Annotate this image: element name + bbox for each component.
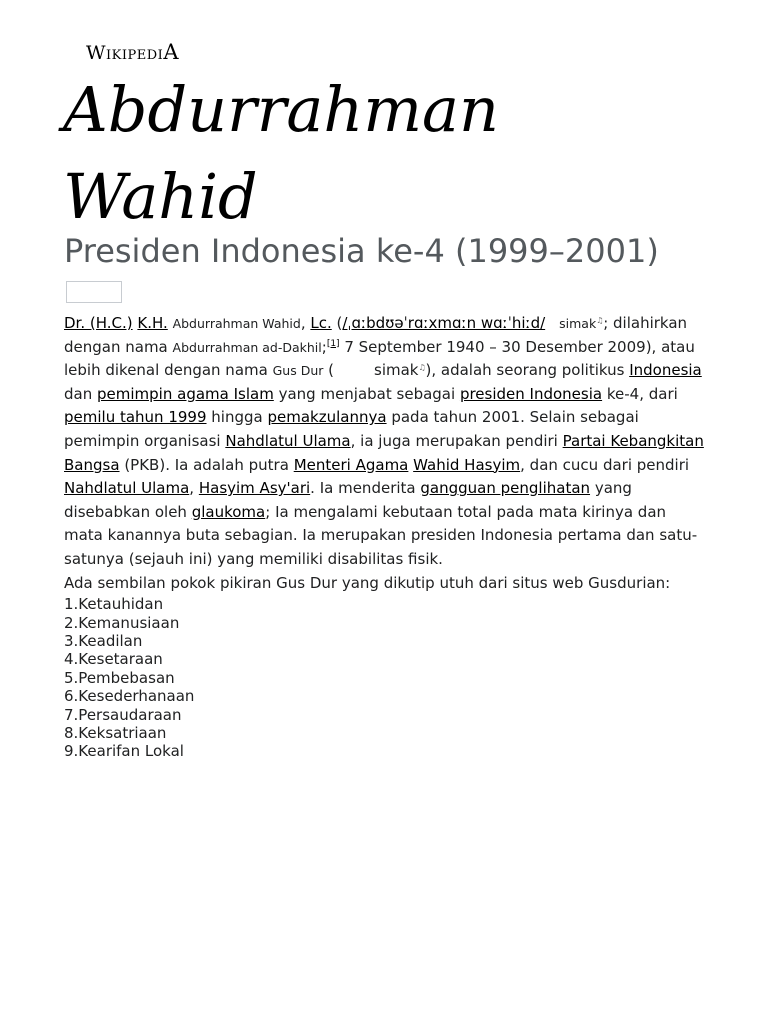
link-pemilu[interactable]: pemilu tahun 1999 bbox=[64, 408, 207, 427]
list-item: 4.Kesetaraan bbox=[64, 650, 163, 669]
link-ipa[interactable]: /ˌɑːbdʊəˈrɑːxmɑːn wɑːˈhiːd/ bbox=[342, 314, 546, 332]
link-dr-hc[interactable]: Dr. (H.C.) bbox=[64, 314, 133, 332]
link-pkb[interactable]: Partai Kebangkitan Bangsa bbox=[64, 431, 704, 474]
simak-1[interactable]: simak bbox=[559, 316, 597, 331]
link-presiden[interactable]: presiden Indonesia bbox=[459, 384, 603, 403]
link-nahdlatul-ulama[interactable]: Nahdlatul Ulama bbox=[225, 431, 351, 450]
text-hingga: hingga bbox=[211, 408, 263, 427]
text-comma: , bbox=[189, 479, 195, 498]
text-yang: yang menjabat sebagai bbox=[278, 384, 456, 403]
after-simak: ), adalah seorang politikus bbox=[425, 361, 625, 380]
text-pkb: (PKB). Ia adalah putra bbox=[124, 455, 289, 474]
wordmark-end: A bbox=[163, 40, 179, 64]
name-small: Abdurrahman Wahid bbox=[172, 316, 301, 331]
ref-1[interactable]: [1] bbox=[326, 338, 340, 349]
page-subtitle bbox=[64, 230, 704, 316]
list-item: 9.Kearifan Lokal bbox=[64, 742, 184, 761]
link-gangguan-penglihatan[interactable]: gangguan penglihatan bbox=[420, 479, 591, 498]
pikiran-list bbox=[64, 595, 704, 761]
pikiran-intro: Ada sembilan pokok pikiran Gus Dur yang dikutip utuh dari situs web Gusdurian: bbox=[64, 573, 671, 592]
link-wahid-hasyim[interactable]: Wahid Hasyim bbox=[413, 455, 521, 474]
text-ia: , ia juga merupakan pendiri bbox=[350, 431, 558, 450]
list-item: 2.Kemanusiaan bbox=[64, 613, 180, 632]
list-item: 7.Persaudaraan bbox=[64, 705, 182, 724]
link-indonesia[interactable]: Indonesia bbox=[629, 361, 702, 380]
text-cucu: , dan cucu dari pendiri bbox=[520, 455, 690, 474]
text-ke4: ke-4, dari bbox=[606, 384, 678, 403]
link-menteri-agama[interactable]: Menteri Agama bbox=[293, 455, 409, 474]
wordmark-text: Wikipedi bbox=[86, 42, 164, 64]
page-title bbox=[63, 66, 723, 240]
text-menderita: . Ia menderita bbox=[310, 479, 416, 498]
link-pemakzulan[interactable]: pemakzulannya bbox=[267, 408, 387, 427]
wikipedia-wordmark[interactable] bbox=[86, 40, 179, 64]
link-nahdlatul-ulama-2[interactable]: Nahdlatul Ulama bbox=[64, 479, 190, 498]
dates-text: 7 September 1940 – 30 Desember 2009), atau lebih dikenal dengan nama bbox=[64, 337, 695, 380]
list-item: 1.Ketauhidan bbox=[64, 595, 164, 614]
intro-paragraph: Dr. (H.C.) K.H. Abdurrahman Wahid, Lc. (/ˌɑːbdʊəˈrɑːxmɑːn wɑːˈhiːd/ simak♫; dilahirkan dengan nama Abdurrahman ad-Dakhil;[1] 7 September 1940 – 30 Desember 2009), atau lebih dikenal dengan nama Gus Dur ( simak♫), adalah seorang politikus Indonesia dan pemimpin agama Islam yang menjabat sebagai presiden Indonesia ke-4, dari pemilu tahun 1999 hingga pemakzulannya pada tahun 2001. Selain sebagai pemimpin organisasi Nahdlatul Ulama, ia juga merupakan pendiri Partai Kebangkitan Bangsa (PKB). Ia adalah putra Menteri Agama Wahid Hasyim, dan cucu dari pendiri Nahdlatul Ulama, Hasyim Asy'ari. Ia menderita gangguan penglihatan yang disebabkan oleh glaukoma; Ia mengalami kebutaan total pada mata kirinya dan mata kanannya buta sebagian. Ia merupakan presiden Indonesia pertama dan satu-satunya (sejauh ini) yang memiliki disabilitas fisik. bbox=[64, 314, 704, 568]
link-glaukoma[interactable]: glaukoma bbox=[191, 502, 266, 521]
link-hasyim-asyari[interactable]: Hasyim Asy'ari bbox=[198, 479, 311, 498]
text-pada: pada tahun 2001. Selain sebagai pemimpin organisasi bbox=[64, 408, 639, 450]
audio-icon[interactable]: ♫ bbox=[418, 363, 426, 373]
title-line-1: Abdurrahman bbox=[63, 73, 499, 146]
list-item: 6.Kesederhanaan bbox=[64, 687, 195, 706]
text-end: ; Ia mengalami kebutaan total pada mata kirinya dan mata kanannya buta sebagian. Ia merupakan presiden Indonesia pertama dan satu-satunya (sejauh ini) yang memiliki disabilitas fisik. bbox=[64, 502, 698, 568]
born-text: ; dilahirkan dengan nama bbox=[64, 314, 688, 356]
link-pemimpin-agama[interactable]: pemimpin agama Islam bbox=[97, 384, 274, 403]
title-line-2: Wahid bbox=[63, 160, 258, 233]
edit-box[interactable] bbox=[66, 281, 122, 303]
link-kh[interactable]: K.H. bbox=[137, 314, 168, 332]
list-item: 3.Keadilan bbox=[64, 631, 143, 650]
nickname: Gus Dur bbox=[272, 363, 324, 379]
simak-2[interactable]: simak bbox=[374, 361, 419, 380]
article-content bbox=[64, 312, 704, 761]
subtitle-text: Presiden Indonesia ke-4 (1999–2001) bbox=[64, 232, 659, 270]
audio-icon[interactable]: ♫ bbox=[596, 316, 604, 325]
text-dan: dan bbox=[64, 384, 93, 403]
link-lc[interactable]: Lc. bbox=[310, 314, 332, 332]
list-item: 5.Pembebasan bbox=[64, 668, 175, 687]
list-item: 8.Keksatriaan bbox=[64, 723, 167, 742]
birth-name: Abdurrahman ad-Dakhil bbox=[172, 339, 322, 355]
text-disebabkan: yang disebabkan oleh bbox=[64, 479, 632, 521]
